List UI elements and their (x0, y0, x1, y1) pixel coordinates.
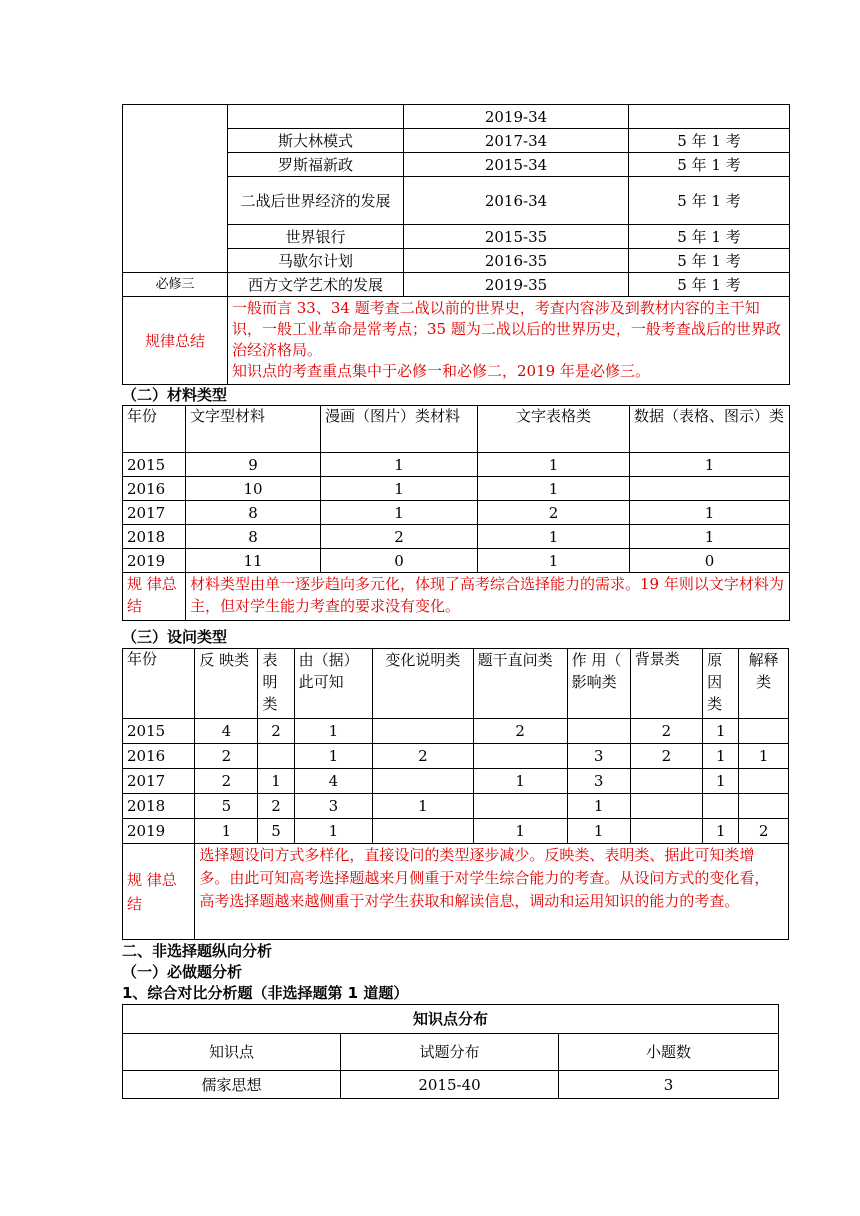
value-cell (567, 719, 630, 744)
table-title: 知识点分布 (123, 1005, 779, 1034)
year-cell: 2015 (123, 453, 186, 477)
value-cell: 2 (321, 525, 478, 549)
value-cell (630, 819, 702, 844)
value-cell: 2 (478, 501, 630, 525)
value-cell (630, 477, 790, 501)
value-cell (703, 794, 739, 819)
value-cell: 4 (195, 719, 258, 744)
header-cell: 解释类 (739, 649, 789, 719)
value-cell: 1 (703, 744, 739, 769)
value-cell: 1 (567, 819, 630, 844)
value-cell: 1 (703, 819, 739, 844)
freq-cell: 5 年 1 考 (629, 273, 790, 297)
value-cell: 1 (258, 769, 294, 794)
header-cell: 原因类 (703, 649, 739, 719)
year-cell: 2019-35 (404, 273, 629, 297)
value-cell: 1 (321, 453, 478, 477)
year-cell: 2015 (123, 719, 195, 744)
value-cell: 1 (630, 453, 790, 477)
value-cell: 1 (478, 477, 630, 501)
header-cell: 试题分布 (341, 1034, 559, 1071)
distribution-table (122, 1004, 779, 1099)
value-cell: 1 (195, 819, 258, 844)
value-cell: 1 (373, 794, 473, 819)
value-cell (739, 719, 789, 744)
value-cell: 1 (294, 719, 373, 744)
summary-text: 选择题设问方式多样化，直接设问的类型逐步减少。反映类、表明类、据此可知类增多。由此可知高考选择题越来月侧重于对学生综合能力的考查。从设问方式的变化看，高考选择题越来越侧重于对学生获取和解读信息，调动和运用知识的能力的考查。 (195, 844, 789, 940)
header-cell: 作 用（ 影响类 (567, 649, 630, 719)
freq-cell: 5 年 1 考 (629, 153, 790, 177)
section-heading-material: （二）材料类型 (122, 386, 228, 404)
year-cell: 2016 (123, 744, 195, 769)
value-cell: 1 (478, 525, 630, 549)
year-cell: 2017 (123, 769, 195, 794)
topic-cell: 世界银行 (228, 225, 404, 249)
header-cell: 文字表格类 (478, 406, 630, 453)
topic-cell: 二战后世界经济的发展 (228, 177, 404, 225)
year-cell: 2018 (123, 525, 186, 549)
freq-cell (629, 105, 790, 129)
summary-text-2: 知识点的考查重点集中于必修一和必修二，2019 年是必修三。 (232, 362, 650, 380)
value-cell: 2 (473, 719, 567, 744)
value-cell (373, 719, 473, 744)
header-cell: 背景类 (630, 649, 702, 719)
value-cell: 3 (294, 794, 373, 819)
value-cell: 1 (478, 549, 630, 573)
year-cell: 2019-34 (404, 105, 629, 129)
summary-text: 一般而言 33、34 题考查二战以前的世界史，考查内容涉及到教材内容的主干知识，一般工业革命是常考点；35 题为二战以后的世界历史，一般考查战后的世界政治经济格局。 (232, 299, 781, 359)
year-cell: 2019 (123, 549, 186, 573)
header-cell: 表明类 (258, 649, 294, 719)
freq-cell: 5 年 1 考 (629, 225, 790, 249)
year-cell: 2019 (123, 819, 195, 844)
value-cell (473, 794, 567, 819)
value-cell: 5 (195, 794, 258, 819)
knowledge-table (122, 104, 790, 385)
value-cell: 3 (567, 744, 630, 769)
header-cell: 小题数 (559, 1034, 779, 1071)
summary-label: 规 律总结 (123, 573, 186, 621)
value-cell: 2 (630, 719, 702, 744)
header-cell: 年份 (123, 406, 186, 453)
value-cell: 1 (473, 819, 567, 844)
value-cell: 5 (258, 819, 294, 844)
value-cell (630, 769, 702, 794)
value-cell (373, 819, 473, 844)
value-cell: 2 (739, 819, 789, 844)
year-cell: 2017 (123, 501, 186, 525)
topic-cell: 罗斯福新政 (228, 153, 404, 177)
section-heading-required: （一）必做题分析 (122, 963, 243, 981)
value-cell (630, 794, 702, 819)
value-cell: 1 (630, 525, 790, 549)
value-cell: 3 (567, 769, 630, 794)
value-cell: 1 (294, 744, 373, 769)
header-cell: 反 映类 (195, 649, 258, 719)
header-cell: 知识点 (123, 1034, 341, 1071)
header-cell: 变化说明类 (373, 649, 473, 719)
year-cell: 2016-34 (404, 177, 629, 225)
year-cell: 2016-35 (404, 249, 629, 273)
topic-cell (228, 105, 404, 129)
value-cell: 10 (186, 477, 321, 501)
year-cell: 2018 (123, 794, 195, 819)
value-cell (258, 744, 294, 769)
value-cell (373, 769, 473, 794)
value-cell: 1 (567, 794, 630, 819)
year-cell: 2016 (123, 477, 186, 501)
summary-label: 规律总结 (123, 297, 228, 385)
material-type-table (122, 405, 790, 621)
freq-cell: 5 年 1 考 (629, 129, 790, 153)
value-cell: 2 (258, 794, 294, 819)
count-cell: 3 (559, 1071, 779, 1099)
value-cell (739, 769, 789, 794)
topic-cell: 儒家思想 (123, 1071, 341, 1099)
value-cell: 1 (478, 453, 630, 477)
header-cell: 文字型材料 (186, 406, 321, 453)
value-cell: 2 (630, 744, 702, 769)
value-cell: 1 (703, 769, 739, 794)
year-cell: 2015-40 (341, 1071, 559, 1099)
topic-cell: 西方文学艺术的发展 (228, 273, 404, 297)
value-cell: 1 (321, 477, 478, 501)
value-cell: 8 (186, 501, 321, 525)
question-type-table (122, 648, 789, 940)
module-cell (123, 105, 228, 273)
value-cell: 1 (739, 744, 789, 769)
value-cell: 1 (321, 501, 478, 525)
year-cell: 2015-35 (404, 225, 629, 249)
topic-cell: 马歇尔计划 (228, 249, 404, 273)
value-cell: 1 (294, 819, 373, 844)
value-cell: 2 (195, 744, 258, 769)
value-cell: 11 (186, 549, 321, 573)
year-cell: 2017-34 (404, 129, 629, 153)
header-cell: 由（据）此可知 (294, 649, 373, 719)
value-cell: 1 (703, 719, 739, 744)
value-cell: 0 (321, 549, 478, 573)
summary-label: 规 律总结 (123, 844, 195, 940)
value-cell: 2 (373, 744, 473, 769)
value-cell: 1 (473, 769, 567, 794)
value-cell: 4 (294, 769, 373, 794)
value-cell: 8 (186, 525, 321, 549)
value-cell (473, 744, 567, 769)
section-heading-question: （三）设问类型 (122, 628, 228, 646)
section-heading-nonchoice: 二、非选择题纵向分析 (122, 942, 273, 960)
value-cell: 0 (630, 549, 790, 573)
header-cell: 漫画（图片）类材料 (321, 406, 478, 453)
topic-cell: 斯大林模式 (228, 129, 404, 153)
summary-text: 材料类型由单一逐步趋向多元化，体现了高考综合选择能力的需求。19 年则以文字材料为主，但对学生能力考查的要求没有变化。 (186, 573, 790, 621)
header-cell: 年份 (123, 649, 195, 719)
value-cell: 2 (258, 719, 294, 744)
module-label: 必修三 (123, 273, 228, 297)
value-cell: 9 (186, 453, 321, 477)
value-cell: 1 (630, 501, 790, 525)
year-cell: 2015-34 (404, 153, 629, 177)
freq-cell: 5 年 1 考 (629, 177, 790, 225)
value-cell: 2 (195, 769, 258, 794)
header-cell: 数据（表格、图示）类 (630, 406, 790, 453)
value-cell (739, 794, 789, 819)
freq-cell: 5 年 1 考 (629, 249, 790, 273)
section-heading-compare: 1、综合对比分析题（非选择题第 1 道题） (122, 984, 409, 1002)
header-cell: 题干直问类 (473, 649, 567, 719)
